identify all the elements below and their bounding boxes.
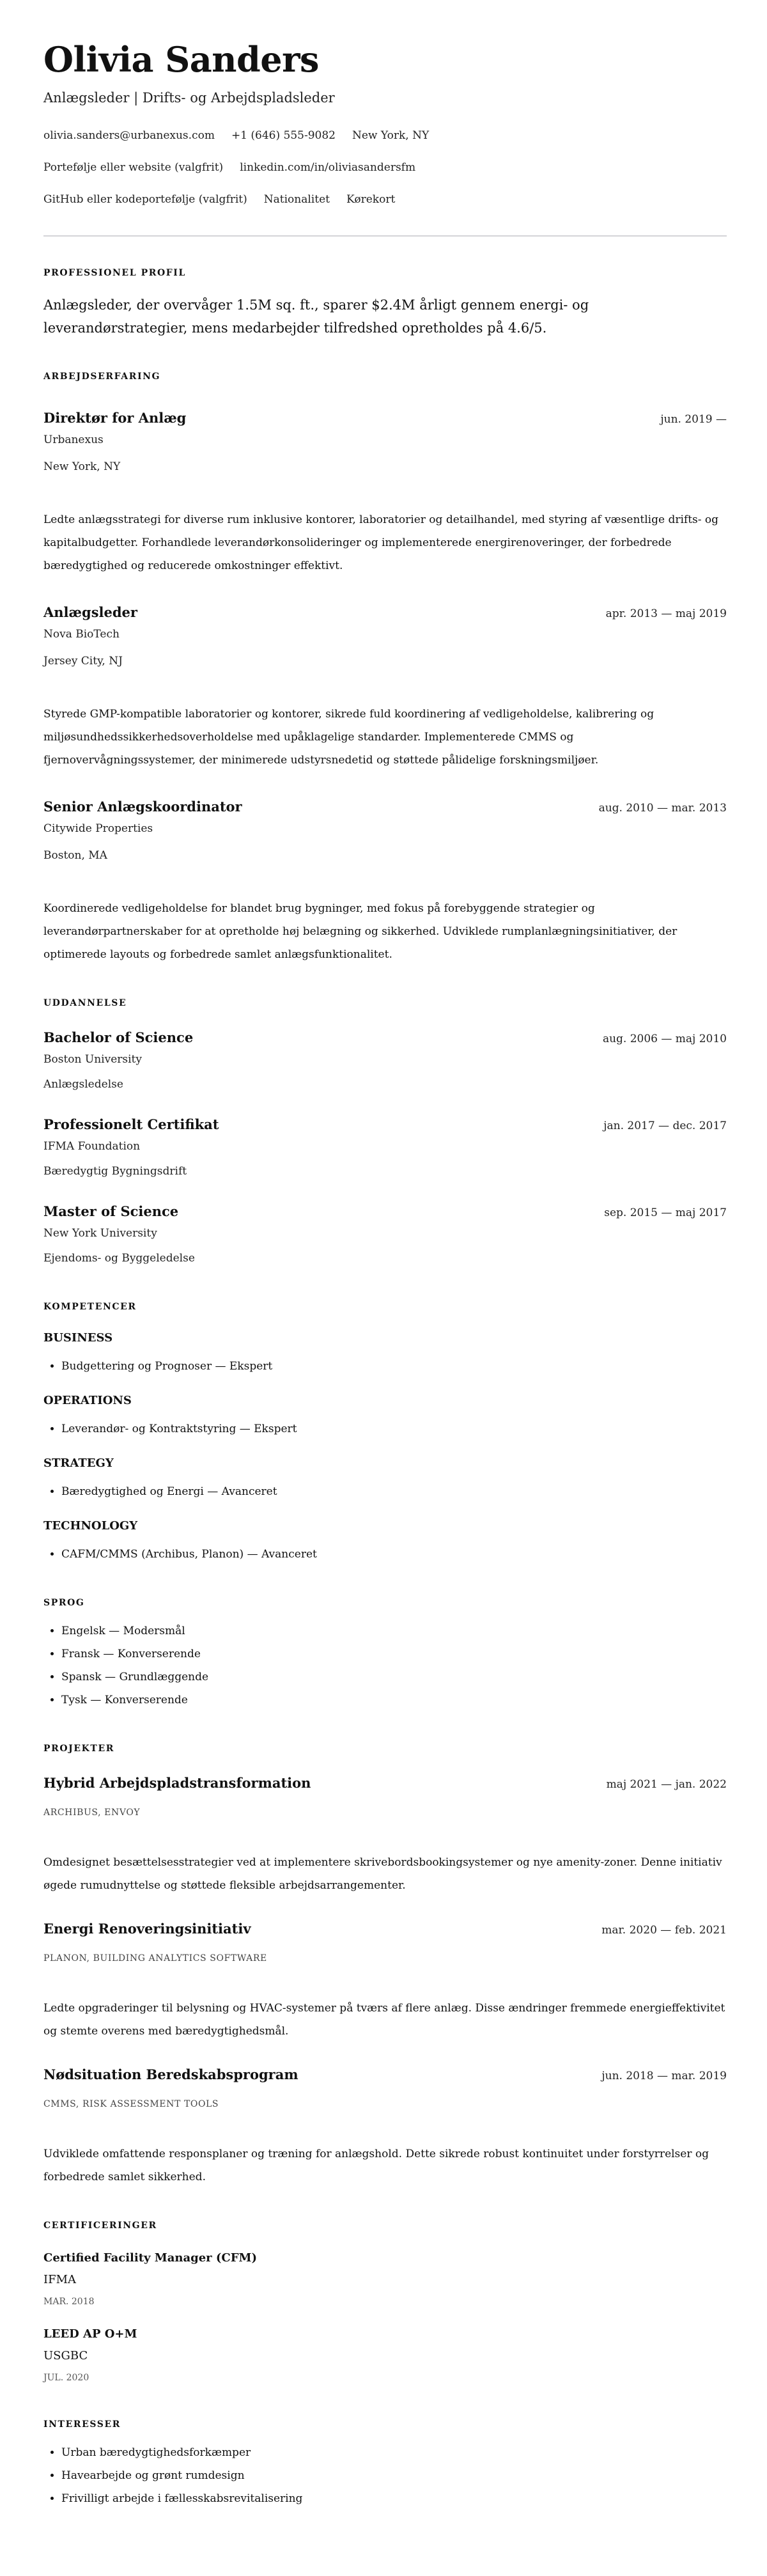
skill-category: TECHNOLOGY: [43, 1519, 138, 1533]
job-dates: jun. 2019 —: [660, 413, 727, 426]
language-item: • Spansk — Grundlæggende: [61, 1666, 727, 1689]
degree: Master of Science: [43, 1203, 179, 1219]
project-description: Udviklede omfattende responsplaner og træning for anlægshold. Dette sikrede robust kontinuitet under forstyrrelser og forbedrede samlet sikkerhed.: [43, 2148, 709, 2183]
skill-list: [43, 1543, 727, 1566]
school: IFMA Foundation: [43, 1140, 141, 1153]
contact-item: Nationalitet: [263, 193, 330, 206]
job-location: Boston, MA: [43, 849, 107, 862]
job-location: Jersey City, NJ: [43, 655, 123, 667]
section-heading: ARBEJDSERFARING: [43, 371, 161, 382]
job-header: [43, 409, 727, 429]
certification-date: MAR. 2018: [43, 2297, 95, 2307]
language-list: [43, 1620, 727, 1712]
project-description: Ledte opgraderinger til belysning og HVAC-systemer på tværs af flere anlæg. Disse ændringer fremmede energieffektivitet og stemte overens med bæredygtighedsmål.: [43, 2002, 725, 2038]
job-dates: aug. 2010 — mar. 2013: [598, 802, 727, 815]
education-entry: [43, 1115, 727, 1183]
certification-name: Certified Facility Manager (CFM): [43, 2251, 257, 2265]
certification-entry: [43, 2325, 727, 2387]
job-company: Nova BioTech: [43, 628, 120, 641]
job-entry: [43, 409, 727, 577]
project-technologies: CMMS, RISK ASSESSMENT TOOLS: [43, 2099, 219, 2109]
education-header: [43, 1202, 727, 1222]
skill-item: • Bæredygtighed og Energi — Avanceret: [61, 1480, 727, 1503]
job-title: Direktør for Anlæg: [43, 410, 187, 426]
certifications-section: [43, 2219, 727, 2387]
job-location: New York, NY: [43, 460, 121, 473]
interest-list: [43, 2441, 727, 2510]
languages-section: [43, 1596, 727, 1712]
project-description: Omdesignet besættelsesstrategier ved at implementere skrivebordsbookingsystemer og nye amenity-zoner. Denne initiativ øgede rumudnyttelse og støttede fleksible arbejdsarrangementer.: [43, 1856, 722, 1892]
project-header: [43, 2065, 727, 2086]
contact-row: [43, 126, 727, 145]
job-description: Styrede GMP-kompatible laboratorier og kontorer, sikrede fuld koordinering af vedligeholdelse, kalibrering og miljøsundhedssikkerhedsoverholdelse med upåklagelige standarder. Implementerede CMMS og fjernovervågningssystemer, der minimerede udstyrsnedetid og støttede pålidelige forskningsmiljøer.: [43, 708, 655, 767]
header-divider: [43, 235, 727, 237]
education-dates: aug. 2006 — maj 2010: [602, 1033, 727, 1045]
job-company: Urbanexus: [43, 433, 104, 446]
certification-entry: [43, 2249, 727, 2311]
experience-section: [43, 370, 727, 966]
skill-category: OPERATIONS: [43, 1394, 132, 1407]
profile-summary: Anlægsleder, der overvåger 1.5M sq. ft., sparer $2.4M årligt gennem energi- og leverandørstrategier, mens medarbejder tilfredshed opretholdes på 4.6/5.: [43, 297, 589, 336]
project-entry: [43, 1774, 727, 1897]
section-heading: CERTIFICERINGER: [43, 2221, 157, 2231]
interest-item: • Urban bæredygtighedsforkæmper: [61, 2441, 727, 2464]
job-header: [43, 603, 727, 623]
interest-item: • Havearbejde og grønt rumdesign: [61, 2464, 727, 2487]
project-dates: jun. 2018 — mar. 2019: [601, 2070, 727, 2082]
section-heading: PROFESSIONEL PROFIL: [43, 268, 186, 278]
project-dates: mar. 2020 — feb. 2021: [601, 1924, 727, 1937]
contact-item: GitHub eller kodeportefølje (valgfrit): [43, 193, 247, 206]
project-entry: [43, 1919, 727, 2043]
section-heading: UDDANNELSE: [43, 998, 127, 1008]
job-company: Citywide Properties: [43, 822, 153, 835]
field-of-study: Bæredygtig Bygningsdrift: [43, 1165, 187, 1178]
interests-section: [43, 2418, 727, 2510]
project-title: Energi Renoveringsinitiativ: [43, 1921, 251, 1937]
contact-item: Portefølje eller website (valgfrit): [43, 161, 224, 174]
certification-date: JUL. 2020: [43, 2373, 89, 2383]
skill-list: [43, 1480, 727, 1503]
skill-item: • CAFM/CMMS (Archibus, Planon) — Avanceret: [61, 1543, 727, 1566]
education-header: [43, 1115, 727, 1136]
section-heading: SPROG: [43, 1598, 85, 1608]
job-entry: [43, 797, 727, 966]
section-heading: INTERESSER: [43, 2419, 121, 2430]
job-dates: apr. 2013 — maj 2019: [605, 607, 727, 620]
degree: Bachelor of Science: [43, 1029, 194, 1045]
project-header: [43, 1919, 727, 1940]
education-dates: sep. 2015 — maj 2017: [604, 1206, 727, 1219]
education-section: [43, 997, 727, 1270]
job-description: Ledte anlægsstrategi for diverse rum inklusive kontorer, laboratorier og detailhandel, med styring af væsentlige drifts- og kapitalbudgetter. Forhandlede leverandørkonsolideringer og implementerede energirenoveringer, der forbedrede bæredygtighed og reducerede omkostninger effektivt.: [43, 513, 719, 572]
skill-list: [43, 1355, 727, 1378]
certification-name: LEED AP O+M: [43, 2327, 137, 2341]
project-dates: maj 2021 — jan. 2022: [606, 1778, 727, 1791]
contact-item: Kørekort: [346, 193, 396, 206]
school: New York University: [43, 1227, 157, 1240]
job-title: Senior Anlægskoordinator: [43, 799, 242, 815]
skills-section: [43, 1300, 727, 1566]
project-technologies: ARCHIBUS, ENVOY: [43, 1807, 141, 1818]
skill-item: • Budgettering og Prognoser — Ekspert: [61, 1355, 727, 1378]
project-title: Hybrid Arbejdspladstransformation: [43, 1775, 311, 1791]
degree: Professionelt Certifikat: [43, 1116, 219, 1132]
skill-category: STRATEGY: [43, 1456, 114, 1470]
contact-row: [43, 190, 727, 209]
certification-issuer: USGBC: [43, 2349, 88, 2362]
education-dates: jan. 2017 — dec. 2017: [603, 1120, 727, 1132]
project-entry: [43, 2065, 727, 2189]
job-entry: [43, 603, 727, 772]
field-of-study: Ejendoms- og Byggeledelse: [43, 1252, 195, 1265]
job-title: Anlægsleder: [43, 604, 137, 620]
language-item: • Tysk — Konverserende: [61, 1689, 727, 1712]
contact-info: [43, 126, 727, 209]
projects-section: [43, 1742, 727, 2189]
certification-issuer: IFMA: [43, 2273, 77, 2286]
candidate-headline: Anlægsleder | Drifts- og Arbejdspladsleder: [43, 90, 335, 105]
profile-section: [43, 267, 727, 340]
field-of-study: Anlægsledelse: [43, 1078, 123, 1091]
section-heading: KOMPETENCER: [43, 1302, 137, 1312]
language-item: • Engelsk — Modersmål: [61, 1620, 727, 1643]
section-heading: PROJEKTER: [43, 1744, 114, 1754]
contact-row: [43, 158, 727, 177]
interest-item: • Frivilligt arbejde i fællesskabsrevitalisering: [61, 2487, 727, 2510]
skill-category: BUSINESS: [43, 1331, 113, 1345]
skill-item: • Leverandør- og Kontraktstyring — Ekspert: [61, 1417, 727, 1440]
project-header: [43, 1774, 727, 1794]
school: Boston University: [43, 1053, 142, 1066]
job-header: [43, 797, 727, 818]
project-technologies: PLANON, BUILDING ANALYTICS SOFTWARE: [43, 1953, 267, 1963]
education-entry: [43, 1202, 727, 1270]
education-header: [43, 1028, 727, 1049]
skill-list: [43, 1417, 727, 1440]
language-item: • Fransk — Konverserende: [61, 1643, 727, 1666]
contact-item: +1 (646) 555-9082: [231, 129, 336, 142]
contact-item: linkedin.com/in/oliviasandersfm: [240, 161, 416, 174]
contact-item: New York, NY: [352, 129, 430, 142]
contact-item: olivia.sanders@urbanexus.com: [43, 129, 215, 142]
job-description: Koordinerede vedligeholdelse for blandet brug bygninger, med fokus på forebyggende strategier og leverandørpartnerskaber for at opretholde høj belægning og sikkerhed. Udviklede rumplanlægningsinitiativer, der optimerede layouts og forbedrede samlet anlægsfunktionalitet.: [43, 902, 678, 961]
education-entry: [43, 1028, 727, 1096]
candidate-name: Olivia Sanders: [43, 39, 319, 80]
project-title: Nødsituation Beredskabsprogram: [43, 2066, 298, 2082]
